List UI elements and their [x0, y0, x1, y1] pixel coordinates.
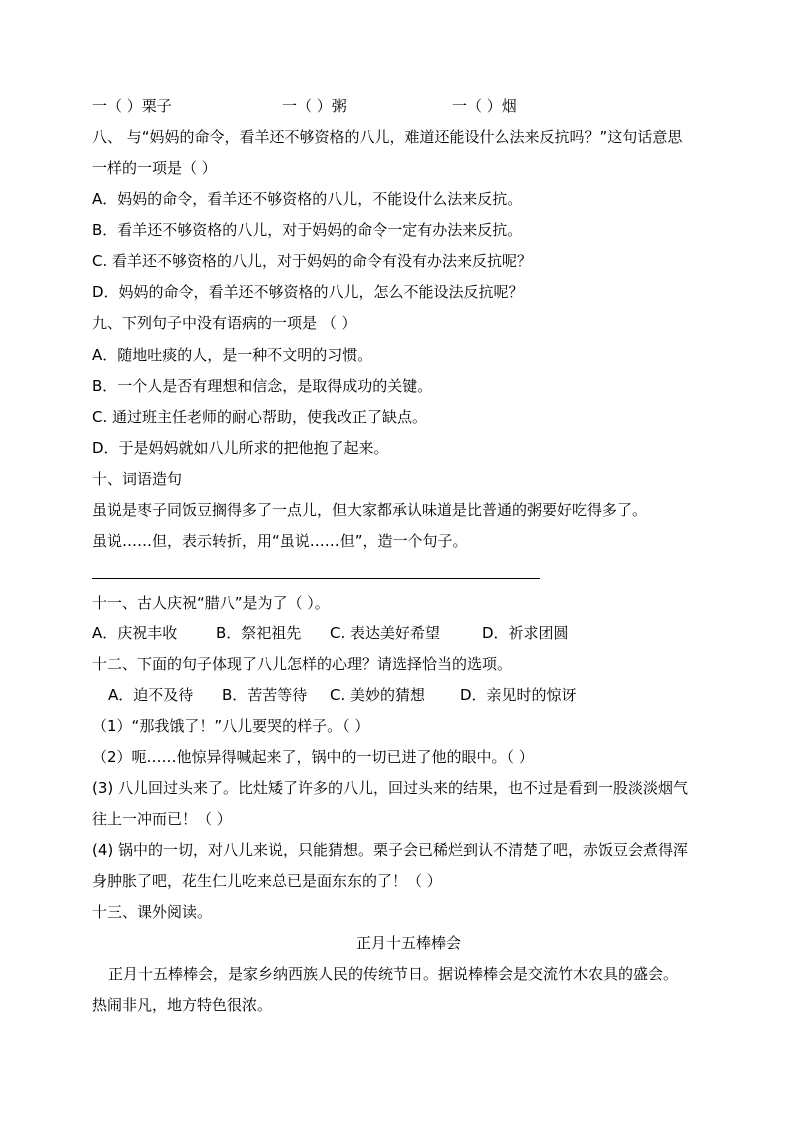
- fill-blank-row: [0, 91, 794, 121]
- question-12-option-b: B．苦苦等待: [222, 686, 308, 704]
- question-9-option-a: A．随地吐痰的人，是一种不文明的习惯。: [92, 346, 373, 364]
- fill-blank-porridge: 一（ ）粥: [282, 97, 347, 115]
- question-12-item-1: （1）“那我饿了！”八儿要哭的样子。（ ）: [92, 717, 370, 735]
- question-13-heading: 十三、课外阅读。: [92, 903, 213, 921]
- question-12-item-2: （2）呃……他惊异得喊起来了，锅中的一切已进了他的眼中。（ ）: [92, 748, 534, 766]
- question-8-option-b: B．看羊还不够资格的八儿，对于妈妈的命令一定有办法来反抗。: [92, 221, 523, 239]
- question-12-option-c: C. 美妙的猜想: [330, 686, 426, 704]
- question-9-heading: 九、下列句子中没有语病的一项是 （ ）: [92, 314, 357, 332]
- question-11-options: [0, 618, 794, 648]
- question-11-option-d: D．祈求团圆: [482, 624, 569, 642]
- question-10-heading: 十、词语造句: [92, 470, 183, 488]
- fill-blank-smoke: 一（ ）烟: [452, 97, 517, 115]
- question-11-option-c: C. 表达美好希望: [330, 624, 441, 642]
- question-9-option-d: D．于是妈妈就如八儿所求的把他抱了起来。: [92, 439, 389, 457]
- question-12-heading: 十二、下面的句子体现了八儿怎样的心理？请选择恰当的选项。: [92, 655, 513, 673]
- question-12-options: [0, 680, 794, 710]
- question-12-item-4-cont: 身肿胀了吧，花生仁儿吃来总已是面东东的了！（ ）: [92, 872, 442, 890]
- answer-line: [92, 578, 540, 579]
- fill-blank-chestnut: 一（ ）栗子: [92, 97, 172, 115]
- question-12-item-3: (3) 八儿回过头来了。比灶矮了许多的八儿，回过头来的结果，也不过是看到一股淡淡烟气: [92, 779, 689, 797]
- question-12-item-3-cont: 往上一冲而已！（ ）: [92, 810, 232, 828]
- question-8-option-d: D．妈妈的命令，看羊还不够资格的八儿，怎么不能设法反抗呢？: [92, 283, 524, 301]
- reading-paragraph-line-2: 热闹非凡，地方特色很浓。: [92, 996, 273, 1014]
- question-12-option-a: A．迫不及待: [108, 686, 194, 704]
- question-8-heading-cont: 一样的一项是（ ）: [92, 159, 217, 177]
- reading-title: 正月十五棒棒会: [356, 934, 462, 952]
- question-9-option-c: C. 通过班主任老师的耐心帮助，使我改正了缺点。: [92, 408, 428, 426]
- question-8-option-a: A．妈妈的命令，看羊还不够资格的八儿，不能设什么法来反抗。: [92, 190, 523, 208]
- question-9-option-b: B．一个人是否有理想和信念，是取得成功的关键。: [92, 377, 433, 395]
- question-8-heading: 八、 与“妈妈的命令，看羊还不够资格的八儿，难道还能设什么法来反抗吗？”这句话意思: [92, 128, 683, 146]
- question-11-heading: 十一、古人庆祝“腊八”是为了（ ）。: [92, 594, 330, 612]
- question-12-item-4: (4) 锅中的一切，对八儿来说，只能猜想。栗子会已稀烂到认不清楚了吧，赤饭豆会煮得浑: [92, 841, 689, 859]
- question-12-option-d: D．亲见时的惊讶: [460, 686, 577, 704]
- question-10-sentence: 虽说是枣子同饭豆搁得多了一点儿，但大家都承认味道是比普通的粥要好吃得多了。: [92, 501, 648, 519]
- question-8-option-c: C. 看羊还不够资格的八儿，对于妈妈的命令有没有办法来反抗呢？: [92, 252, 533, 270]
- reading-paragraph-line-1: 正月十五棒棒会，是家乡纳西族人民的传统节日。据说棒棒会是交流竹木农具的盛会。: [108, 965, 679, 983]
- question-10-instruction: 虽说……但，表示转折，用“虽说……但”，造一个句子。: [92, 532, 468, 550]
- question-11-option-b: B．祭祀祖先: [216, 624, 302, 642]
- question-11-option-a: A．庆祝丰收: [92, 624, 178, 642]
